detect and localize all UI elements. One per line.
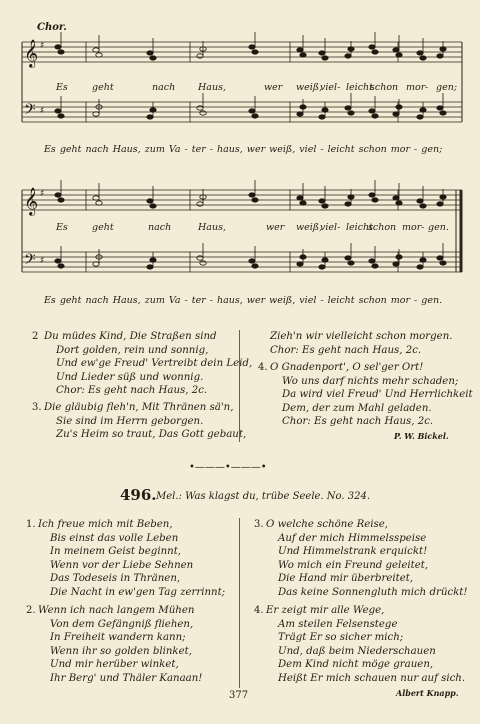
lyric-syllable: viel- [320, 82, 341, 93]
note-head [297, 262, 303, 266]
note-head [297, 48, 303, 52]
note-head [319, 265, 325, 269]
note-head [437, 202, 443, 206]
note-head [58, 50, 64, 54]
note-head [420, 204, 426, 208]
lyric-syllable: wer [264, 82, 283, 93]
lyric-syllable: schon [368, 222, 397, 233]
note-head [437, 54, 443, 58]
note-head [372, 50, 378, 54]
author-bickel: P. W. Bickel. [394, 431, 449, 441]
note-head [93, 196, 99, 200]
note-head [345, 256, 351, 260]
note-head [252, 264, 258, 268]
note-head [197, 202, 203, 206]
note-head [200, 261, 206, 265]
page-number: 377 [229, 690, 249, 701]
note-head [345, 106, 351, 110]
system1-lower-lyrics: Es geht nach Haus, zum Va - ter - haus, wer weiß, viel - leicht schon mor - gen; [44, 144, 443, 155]
note-head [252, 114, 258, 118]
lyric-syllable: leicht [346, 222, 373, 233]
bass-clef-icon: 𝄢 [24, 101, 36, 122]
note-head [58, 114, 64, 118]
note-head [369, 109, 375, 113]
note-head [393, 262, 399, 266]
note-head [372, 198, 378, 202]
lyric-syllable: gen; [436, 82, 458, 93]
note-head [197, 256, 203, 260]
lyric-syllable: Haus, [198, 82, 226, 93]
lyric-syllable: Es [56, 82, 68, 93]
lyric-syllable: schon [370, 82, 399, 93]
chorus-label: Chor. [37, 22, 67, 33]
note-head [58, 198, 64, 202]
treble-clef-icon: 𝄞 [24, 39, 39, 67]
note-head [319, 51, 325, 55]
note-head [249, 193, 255, 197]
lyric-syllable: mor- [402, 222, 425, 233]
lyric-syllable: weiß, [296, 222, 323, 233]
note-head [147, 199, 153, 203]
note-head [345, 202, 351, 206]
note-head [197, 54, 203, 58]
note-head [200, 111, 206, 115]
lyric-syllable: weiß, [296, 82, 323, 93]
note-head [55, 109, 61, 113]
note-head [437, 256, 443, 260]
column-divider-bottom [239, 518, 240, 688]
stanza-4: 4. O Gnadenport', O sel'ger Ort! Wo uns darf nichts mehr schaden; Da wird viel Freud' Und Herrlichkeit Dem, der zum Mahl geladen. Chor: Es geht nach Haus, 2c. [258, 362, 473, 428]
hymn-stanza-2: 2. Wenn ich nach langem Mühen Von dem Gefängniß fliehen, In Freiheit wandern kann; Wenn ihr so golden blinket, Und mir herüber winket, Ihr Berg' und Thäler Kanaan! [26, 605, 203, 684]
lyric-syllable: - [425, 82, 429, 93]
lyric-syllable: nach [152, 82, 176, 93]
note-head [372, 114, 378, 118]
stanza-3-continued: Zieh'n wir vielleicht schon morgen. Chor: Es geht nach Haus, 2c. [270, 331, 453, 356]
note-head [300, 201, 306, 205]
note-head [322, 204, 328, 208]
note-head [417, 115, 423, 119]
note-head [420, 56, 426, 60]
note-head [93, 48, 99, 52]
note-head [396, 201, 402, 205]
note-head [393, 48, 399, 52]
note-head [369, 45, 375, 49]
note-head [150, 204, 156, 208]
hymn-stanza-3: 3. O welche schöne Reise, Auf der mich Himmelsspeise Und Himmelstrank erquickt! Wo mich ein Freund geleitet, Die Hand mir überbreitet, Das keine Sonnengluth mich drückt! [254, 519, 468, 598]
note-head [150, 56, 156, 60]
note-head [55, 45, 61, 49]
lyric-syllable: nach [148, 222, 172, 233]
hymn-stanza-4: 4. Er zeigt mir alle Wege, Am steilen Felsenstege Trägt Er so sicher mich; Und, daß beim Niederschauen Dem Kind nicht möge grauen, Heißt Er mich schauen nur auf sich. [254, 605, 466, 684]
note-head [372, 264, 378, 268]
note-head [147, 265, 153, 269]
lyric-syllable: Haus, [198, 222, 226, 233]
note-head [93, 262, 99, 266]
note-head [300, 53, 306, 57]
note-head [197, 106, 203, 110]
note-head [93, 112, 99, 116]
melody-reference: Mel.: Was klagst du, trübe Seele. No. 324. [156, 491, 371, 502]
lyric-syllable: gen. [428, 222, 449, 233]
note-head [393, 112, 399, 116]
note-head [417, 265, 423, 269]
note-head [319, 199, 325, 203]
note-head [348, 111, 354, 115]
note-head [393, 196, 399, 200]
bass-clef-icon: 𝄢 [24, 251, 36, 272]
note-head [396, 53, 402, 57]
note-head [440, 261, 446, 265]
note-head [319, 115, 325, 119]
note-head [252, 50, 258, 54]
note-head [147, 51, 153, 55]
note-head [297, 196, 303, 200]
hymn-number: 496. [120, 486, 157, 504]
sharp-icon: ♯ [40, 106, 45, 116]
note-head [58, 264, 64, 268]
note-head [440, 111, 446, 115]
note-head [147, 115, 153, 119]
system2-lower-lyrics: Es geht nach Haus, zum Va - ter - haus, wer weiß, viel - leicht schon mor - gen. [44, 295, 443, 306]
column-divider-top [239, 330, 240, 442]
lyric-syllable: leicht [346, 82, 373, 93]
note-head [348, 261, 354, 265]
note-head [96, 201, 102, 205]
lyric-syllable: geht [92, 222, 114, 233]
note-head [249, 45, 255, 49]
note-head [249, 109, 255, 113]
lyric-syllable: geht [92, 82, 114, 93]
note-head [252, 198, 258, 202]
author-knapp: Albert Knapp. [396, 688, 459, 698]
hymn-stanza-1: 1. Ich freue mich mit Beben, Bis einst das volle Leben In meinem Geist beginnt, Wenn vor der Liebe Sehnen Das Todeseis in Thränen, Die Nacht in ew'gen Tag zerrinnt; [26, 519, 226, 598]
note-head [369, 259, 375, 263]
ornament-divider: •———•———• [189, 462, 267, 473]
lyric-syllable: mor [406, 82, 426, 93]
music-notation [0, 0, 480, 310]
note-head [417, 199, 423, 203]
note-head [55, 193, 61, 197]
stanza-3: 3. Die gläubig fleh'n, Mit Thränen sä'n, Sie sind im Herrn geborgen. Zu's Heim so traut, Das Gott gebaut, [32, 402, 247, 441]
stanza-2: 2 Du müdes Kind, Die Straßen sind Dort golden, rein und sonnig, Und ew'ge Freud' Vertreibt dein Leid, Und Lieder süß und wonnig. Chor: Es geht nach Haus, 2c. [32, 331, 253, 397]
note-head [437, 106, 443, 110]
note-head [96, 53, 102, 57]
sharp-icon: ♯ [40, 189, 45, 199]
note-head [297, 112, 303, 116]
note-head [345, 54, 351, 58]
lyric-syllable: Es [56, 222, 68, 233]
lyric-syllable: viel- [320, 222, 341, 233]
sharp-icon: ♯ [40, 41, 45, 51]
sharp-icon: ♯ [40, 256, 45, 266]
note-head [417, 51, 423, 55]
treble-clef-icon: 𝄞 [24, 187, 39, 215]
note-head [249, 259, 255, 263]
note-head [322, 56, 328, 60]
lyric-syllable: wer [266, 222, 285, 233]
note-head [369, 193, 375, 197]
note-head [55, 259, 61, 263]
